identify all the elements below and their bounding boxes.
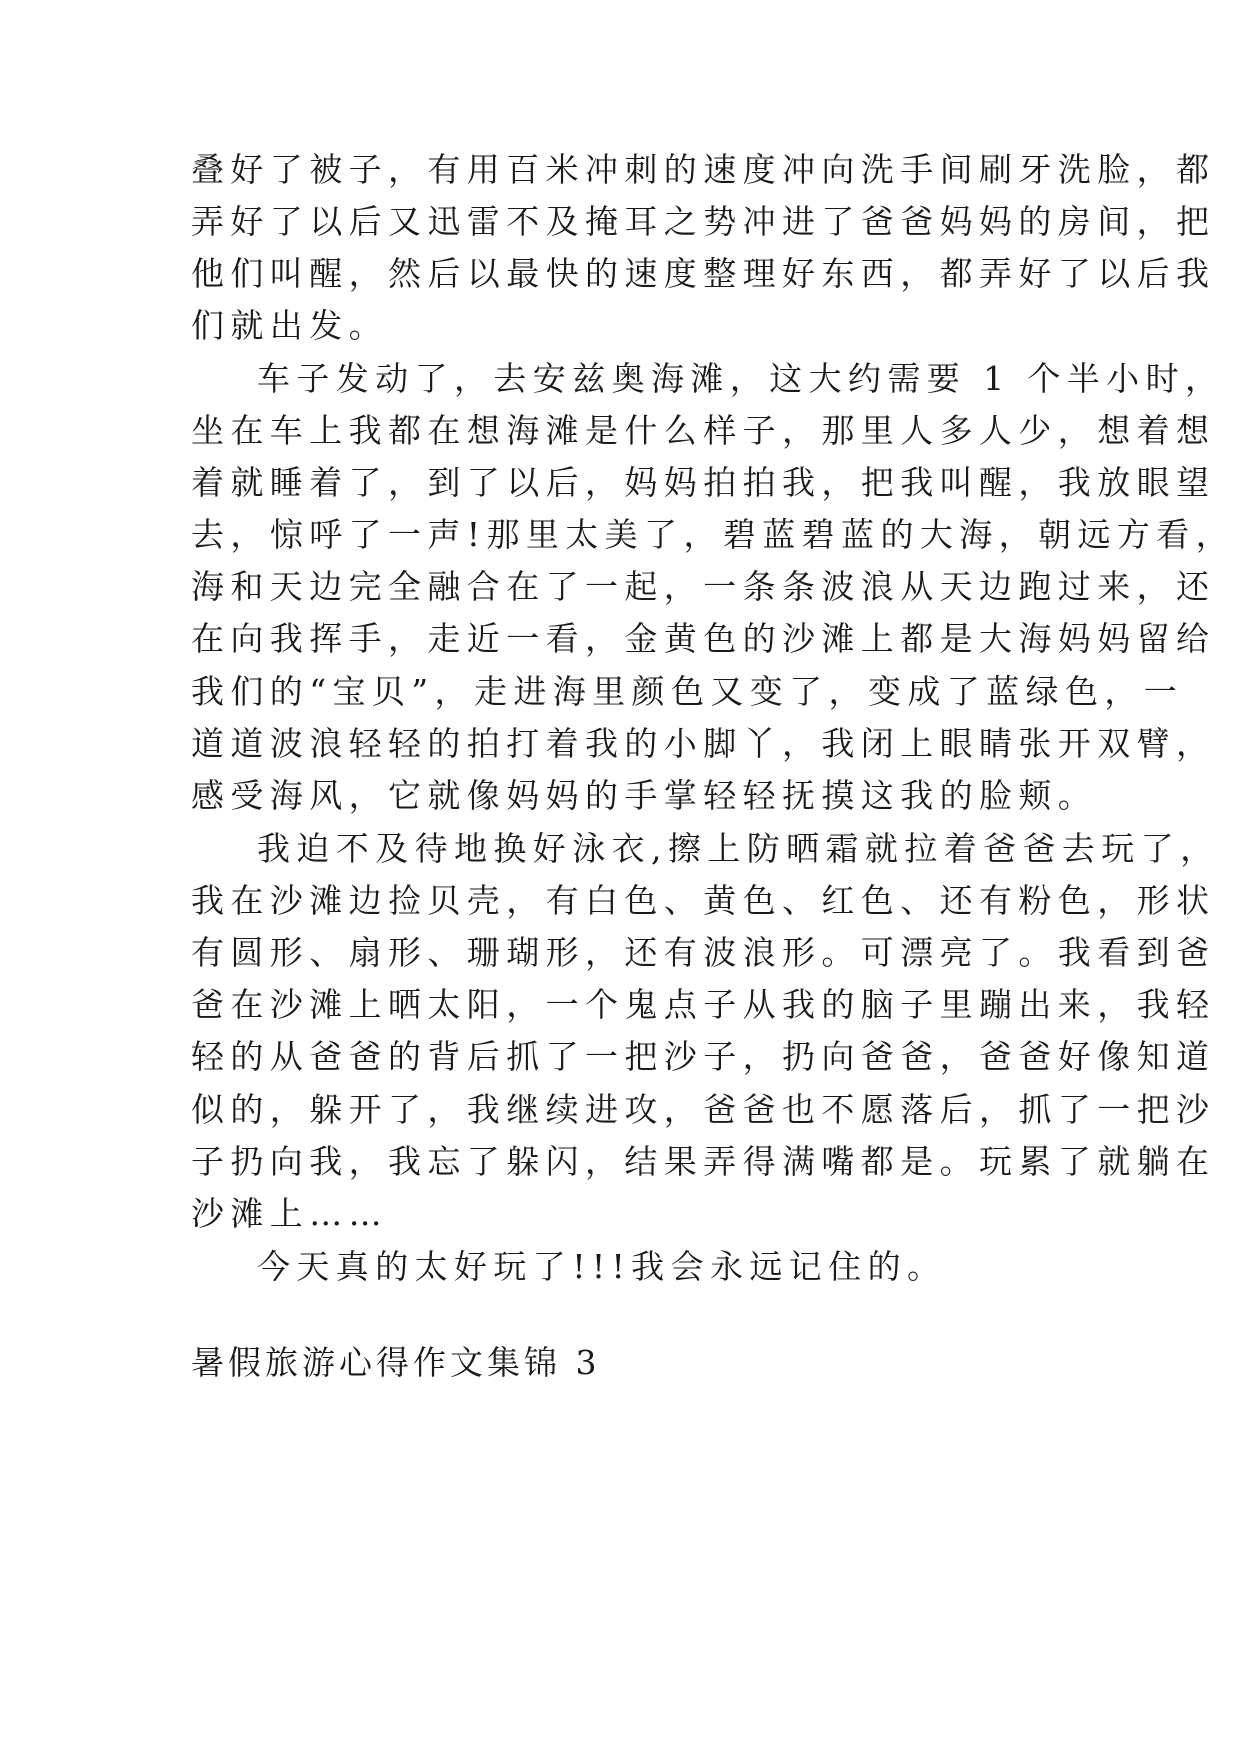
paragraph-1-line-1: 叠好了被子，有用百米冲刺的速度冲向洗手间刷牙洗脸，都 (191, 150, 1216, 189)
paragraph-2-line-8: 道道波浪轻轻的拍打着我的小脚丫，我闭上眼睛张开双臂， (191, 724, 1216, 763)
paragraph-3-line-3: 有圆形、扇形、珊瑚形，还有波浪形。可漂亮了。我看到爸 (191, 933, 1216, 972)
paragraph-2-line-9: 感受海风，它就像妈妈的手掌轻轻抚摸这我的脸颊。 (191, 776, 1098, 815)
paragraph-2-line-5: 海和天边完全融合在了一起，一条条波浪从天边跑过来，还 (191, 567, 1216, 606)
paragraph-2-line-4: 去，惊呼了一声!那里太美了，碧蓝碧蓝的大海，朝远方看， (191, 515, 1236, 554)
paragraph-3-line-8: 沙滩上…… (191, 1194, 388, 1233)
paragraph-3-line-2: 我在沙滩边捡贝壳，有白色、黄色、红色、还有粉色，形状 (191, 881, 1216, 920)
paragraph-2-line-7: 我们的“宝贝”，走进海里颜色又变了，变成了蓝绿色，一 (191, 672, 1184, 711)
paragraph-4-line-1: 今天真的太好玩了!!!我会永远记住的。 (257, 1247, 947, 1286)
paragraph-1-line-4: 们就出发。 (191, 306, 388, 345)
paragraph-3-line-4: 爸在沙滩上晒太阳，一个鬼点子从我的脑子里蹦出来，我轻 (191, 985, 1216, 1024)
paragraph-2-line-3: 着就睡着了，到了以后，妈妈拍拍我，把我叫醒，我放眼望 (191, 463, 1216, 502)
paragraph-3-line-7: 子扔向我，我忘了躲闪，结果弄得满嘴都是。玩累了就躺在 (191, 1142, 1216, 1181)
paragraph-3-line-1: 我迫不及待地换好泳衣,擦上防晒霜就拉着爸爸去玩了， (257, 829, 1220, 868)
paragraph-1-line-2: 弄好了以后又迅雷不及掩耳之势冲进了爸爸妈妈的房间，把 (191, 202, 1216, 241)
paragraph-2-line-2: 坐在车上我都在想海滩是什么样子，那里人多人少，想着想 (191, 411, 1216, 450)
paragraph-2-line-1: 车子发动了，去安兹奥海滩，这大约需要 1 个半小时， (257, 359, 1225, 398)
paragraph-2-line-6: 在向我挥手，走近一看，金黄色的沙滩上都是大海妈妈留给 (191, 619, 1216, 658)
paragraph-1-line-3: 他们叫醒，然后以最快的速度整理好东西，都弄好了以后我 (191, 254, 1216, 293)
paragraph-3-line-5: 轻的从爸爸的背后抓了一把沙子，扔向爸爸，爸爸好像知道 (191, 1037, 1216, 1076)
paragraph-3-line-6: 似的，躲开了，我继续进攻，爸爸也不愿落后，抓了一把沙 (191, 1090, 1216, 1129)
section-heading: 暑假旅游心得作文集锦 3 (191, 1343, 601, 1382)
